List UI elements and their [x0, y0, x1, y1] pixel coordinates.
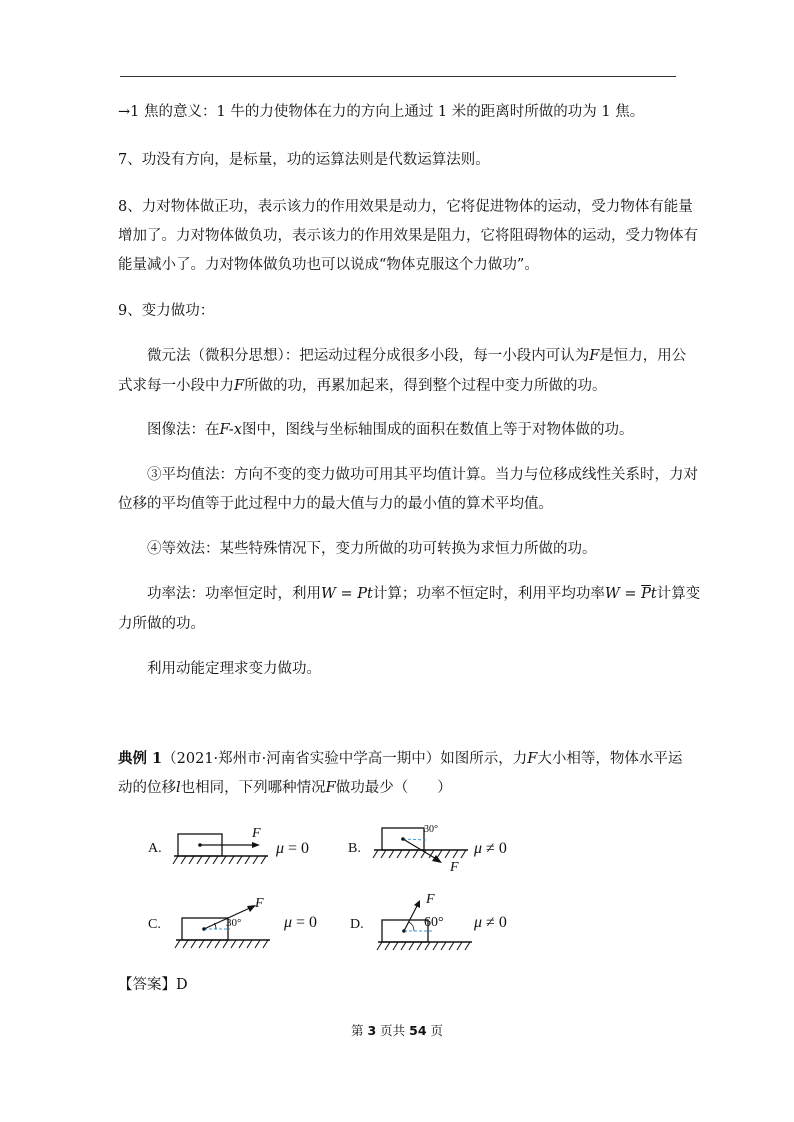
option-a-friction: μ = 0: [276, 840, 310, 857]
force-symbol: F: [234, 378, 245, 394]
power-method-line-1: [147, 584, 700, 604]
answer-text: 【答案】D: [118, 977, 188, 993]
example-text-b: 大小相等，物体水平运: [537, 751, 683, 767]
option-b-force-label: F: [450, 860, 459, 875]
power-text-a: 功率法：功率恒定时，利用: [147, 586, 321, 602]
force-symbol: F: [325, 780, 336, 796]
micro-method-line-2: [118, 376, 607, 396]
force-symbol: F: [527, 751, 538, 767]
example-text-e: 做功最少（ ）: [335, 780, 452, 796]
item-7-text: 7、功没有方向，是标量，功的运算法则是代数运算法则。: [118, 152, 490, 168]
power-equation-1: W = Pt: [321, 586, 373, 602]
option-c-friction: μ = 0: [284, 914, 318, 931]
option-a-label: A.: [148, 841, 162, 856]
micro-text-b: 是恒力，用公: [599, 348, 687, 364]
graph-text-b: 图中，图线与坐标轴围成的面积在数值上等于对物体做的功。: [242, 422, 634, 438]
option-d-friction: μ ≠ 0: [474, 914, 507, 931]
option-d-label: D.: [350, 917, 364, 932]
example-source: （2021·郑州市·河南省实验中学高一期中）如图所示，力: [162, 751, 528, 767]
header-rule: [120, 76, 676, 77]
page-number: 3: [367, 1023, 377, 1038]
micro-text-c: 式求每一小段中力: [118, 378, 234, 394]
joule-meaning-text: →1 焦的意义：1 牛的力使物体在力的方向上通过 1 米的距离时所做的功为 1 焦。: [118, 104, 645, 120]
power-text-c: 计算变: [656, 586, 701, 602]
option-b-friction: μ ≠ 0: [474, 840, 507, 857]
force-symbol: F: [589, 348, 600, 364]
average-method-line-1: ③平均值法：方向不变的变力做功可用其平均值计算。当力与位移成线性关系时，力对: [147, 467, 698, 483]
example-line-1: [118, 749, 682, 769]
item-8-line-1: 8、力对物体做正功，表示该力的作用效果是动力，它将促进物体的运动，受力物体有能量: [118, 199, 693, 215]
option-b-label: B.: [348, 841, 361, 856]
option-c-force-label: F: [255, 896, 264, 911]
power-method-line-2: 力所做的功。: [118, 616, 205, 632]
micro-text-a: 微元法（微积分思想）：把运动过程分成很多小段，每一小段内可认为: [147, 348, 590, 364]
micro-text-d: 所做的功，再累加起来，得到整个过程中变力所做的功。: [244, 378, 607, 394]
power-equation-2: $W = \overline{P}t$: [604, 586, 657, 602]
option-c-label: C.: [148, 917, 161, 932]
option-b-angle: 30°: [424, 824, 438, 835]
avg-power-symbol: $\overline{P}$: [641, 586, 651, 602]
option-d-angle: 60°: [424, 915, 444, 930]
option-d-force-label: F: [426, 892, 435, 907]
example-text-d: 也相同，下列哪种情况: [180, 780, 326, 796]
item-8-line-2: 增加了。力对物体做负功，表示该力的作用效果是阻力，它将阻碍物体的运动，受力物体有: [118, 228, 698, 244]
example-line-2: [118, 778, 452, 798]
item-9-text: 9、变力做功：: [118, 303, 215, 319]
average-method-line-2: 位移的平均值等于此过程中力的最大值与力的最小值的算术平均值。: [118, 496, 553, 512]
micro-method-line-1: [147, 346, 686, 366]
item-8-line-3: 能量减小了。力对物体做负功也可以说成“物体克服这个力做功”。: [118, 257, 539, 273]
fx-symbol: F-x: [219, 422, 242, 438]
kinetic-theorem-line: 利用动能定理求变力做功。: [147, 661, 321, 677]
graph-method-line: [147, 420, 634, 440]
displacement-symbol: l: [176, 780, 181, 796]
page-footer: 第 3 页共 54 页: [350, 1023, 444, 1038]
power-text-b: 计算；功率不恒定时，利用平均功率: [372, 586, 605, 602]
example-label: 典例 1: [118, 750, 163, 767]
equivalent-method-line: ④等效法：某些特殊情况下，变力所做的功可转换为求恒力所做的功。: [147, 541, 597, 557]
option-c-angle: 30°: [226, 917, 242, 929]
page-total: 54: [409, 1023, 427, 1038]
option-a-force-label: F: [252, 826, 261, 841]
graph-text-a: 图像法：在: [147, 422, 220, 438]
example-text-c: 动的位移: [118, 780, 176, 796]
